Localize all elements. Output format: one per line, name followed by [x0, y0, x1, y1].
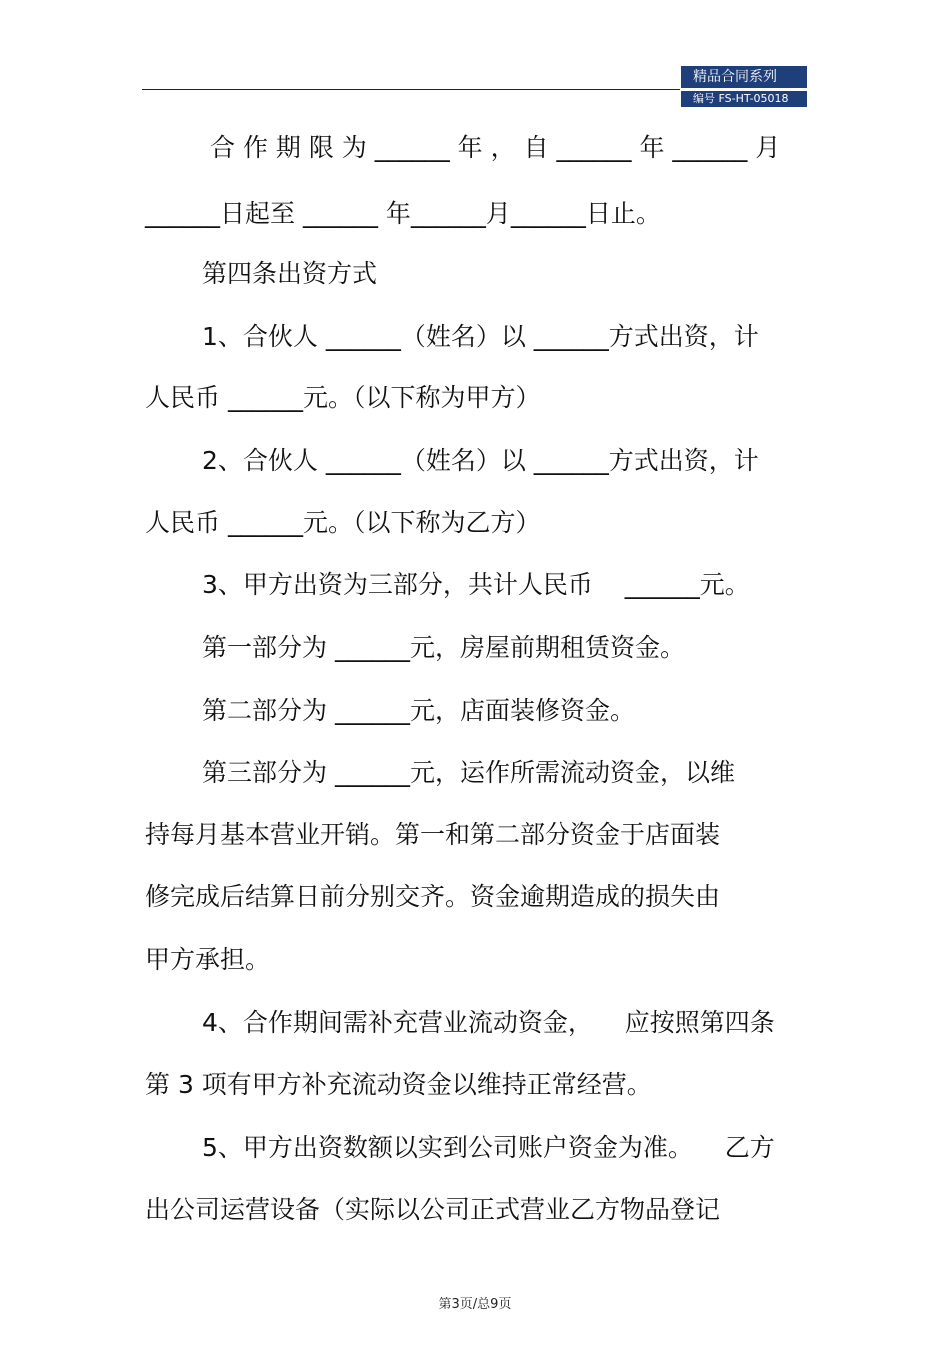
text-line: 人民币 ______元。（以下称为乙方） — [145, 508, 541, 537]
document-code: 编号 FS-HT-05018 — [681, 91, 807, 107]
text-line: 人民币 ______元。（以下称为甲方） — [145, 383, 541, 412]
header-rule — [142, 89, 680, 90]
text-line: 第一部分为 ______元，房屋前期租赁资金。 — [202, 633, 685, 662]
section-heading: 第四条出资方式 — [202, 259, 378, 288]
text-line: 第三部分为 ______元，运作所需流动资金，以维 — [202, 758, 735, 787]
text-line: 合 作 期 限 为 ______ 年 ， 自 ______ 年 ______ 月 — [210, 133, 781, 162]
page-indicator: 第3页/总9页 — [438, 1297, 512, 1312]
text-line: 3、甲方出资为三部分，共计人民币 ______元。 — [202, 570, 750, 599]
text-line: 甲方承担。 — [145, 945, 271, 974]
text-line: 第 3 项有甲方补充流动资金以维持正常经营。 — [145, 1070, 652, 1099]
text-line: 出公司运营设备（实际以公司正式营业乙方物品登记 — [145, 1195, 721, 1224]
text-line: 修完成后结算日前分别交齐。资金逾期造成的损失由 — [145, 882, 721, 911]
text-line: ______日起至 ______ 年______月______日止。 — [145, 199, 661, 228]
text-line: 第二部分为 ______元，店面装修资金。 — [202, 696, 635, 725]
text-line: 5、甲方出资数额以实到公司账户资金为准。 乙方 — [202, 1133, 775, 1162]
text-line: 1、合伙人 ______（姓名）以 ______方式出资，计 — [202, 322, 759, 351]
series-badge — [681, 66, 807, 107]
text-line: 2、合伙人 ______（姓名）以 ______方式出资，计 — [202, 446, 759, 475]
text-line: 持每月基本营业开销。第一和第二部分资金于店面装 — [145, 820, 721, 849]
series-label: 精品合同系列 — [681, 66, 807, 88]
text-line: 4、合作期间需补充营业流动资金， 应按照第四条 — [202, 1008, 775, 1037]
